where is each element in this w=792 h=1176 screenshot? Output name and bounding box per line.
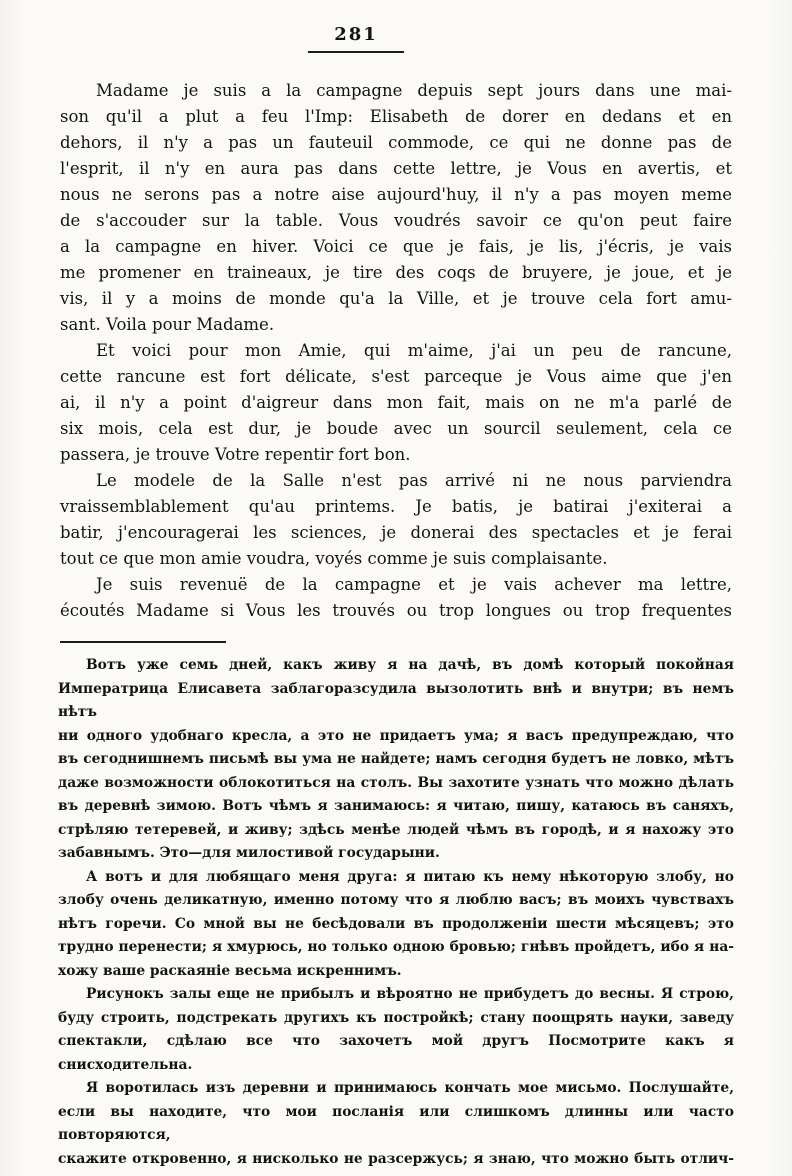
text-line: въ деревнѣ зимою. Вотъ чѣмъ я занимаюсь: я читаю, пишу, катаюсь въ саняхъ,	[58, 798, 734, 814]
text-line: Madame je suis a la campagne depuis sept jours dans une mai-	[96, 81, 732, 100]
footnote-translation-russian	[58, 654, 734, 1171]
paragraph	[58, 983, 734, 1077]
text-line: скажите откровенно, я нисколько не разсержусь; я знаю, что можно быть отлич-	[58, 1150, 734, 1167]
text-line: me promener en traineaux, je tire des coqs de bruyere, je joue, et je	[60, 263, 732, 282]
letter-text-french	[60, 78, 732, 624]
text-line: забавнымъ. Это—для милостивой государыни.	[58, 845, 440, 861]
text-line: Императрица Елисавета заблагоразсудила вызолотить внѣ и внутри; въ немъ нѣтъ	[58, 680, 734, 720]
text-line: sant. Voila pour Madame.	[60, 315, 275, 334]
text-line: nous ne serons pas a notre aise aujourd'huy, il n'y a pas moyen meme	[60, 185, 732, 204]
text-line: son qu'il a plut a feu l'Imp: Elisabeth de dorer en dedans et en	[60, 107, 732, 126]
text-line: dehors, il n'y a pas un fauteuil commode, ce qui ne donne pas de	[60, 133, 732, 152]
text-line: хожу ваше раскаяніе весьма искреннимъ.	[58, 962, 402, 979]
text-line: въ сегоднишнемъ письмѣ вы ума не найдете; намъ сегодня будетъ не ловко, мѣтъ	[58, 751, 734, 767]
page-number-rule	[308, 51, 404, 53]
text-line: если вы находите, что мои посланія или слишкомъ длинны или часто повторяются,	[58, 1103, 734, 1143]
text-line: batir, j'encouragerai les sciences, je donerai des spectacles et je ferai	[60, 523, 732, 542]
text-line: l'esprit, il n'y en aura pas dans cette lettre, je Vous en avertis, et	[60, 159, 732, 178]
text-line: даже возможности облокотиться на столъ. Вы захотите узнать что можно дѣлать	[58, 774, 734, 791]
text-line: стрѣляю тетеревей, и живу; здѣсь менѣе людей чѣмъ въ городѣ, и я нахожу это	[58, 821, 734, 838]
text-line: Рисунокъ залы еще не прибылъ и вѣроятно не прибудетъ до весны. Я строю,	[86, 986, 734, 1002]
paragraph	[58, 1077, 734, 1171]
paragraph	[58, 654, 734, 866]
text-line: a la campagne en hiver. Voici ce que je fais, je lis, j'écris, je vais	[60, 237, 732, 256]
text-line: ни одного удобнаго кресла, а это не придаетъ ума; я васъ предупреждаю, что	[58, 727, 734, 744]
text-line: de s'accouder sur la table. Vous voudrés savoir ce qu'on peut faire	[60, 211, 732, 230]
paragraph	[60, 338, 732, 468]
text-line: passera, je trouve Votre repentir fort bon.	[60, 445, 411, 464]
text-line: écoutés Madame si Vous les trouvés ou trop longues ou trop frequentes	[60, 601, 732, 620]
paragraph	[60, 468, 732, 572]
page-number: 281	[334, 24, 378, 45]
paragraph	[60, 78, 732, 338]
text-line: злобу очень деликатную, именно потому что я люблю васъ; въ моихъ чувствахъ	[58, 892, 734, 908]
text-line: vraissemblablement qu'au printems. Je batis, je batirai j'exiterai a	[60, 497, 732, 516]
text-line: Я воротилась изъ деревни и принимаюсь кончать мое мисьмо. Послушайте,	[86, 1080, 734, 1096]
footnote-separator-rule	[60, 641, 226, 643]
text-line: Je suis revenuë de la campagne et je vais achever ma lettre,	[96, 575, 732, 594]
paragraph	[58, 866, 734, 984]
text-line: Et voici pour mon Amie, qui m'aime, j'ai un peu de rancune,	[96, 341, 732, 360]
text-line: Вотъ уже семь дней, какъ живу я на дачѣ, въ домѣ который покойная	[86, 657, 734, 673]
text-line: Le modele de la Salle n'est pas arrivé ni ne nous parviendra	[96, 471, 732, 490]
text-line: six mois, cela est dur, je boude avec un sourcil seulement, cela ce	[60, 419, 732, 438]
text-line: cette rancune est fort délicate, s'est parceque je Vous aime que j'en	[60, 367, 732, 386]
text-line: А вотъ и для любящаго меня друга: я питаю къ нему нѣкоторую злобу, но	[86, 868, 734, 885]
text-line: ai, il n'y a point d'aigreur dans mon fait, mais on ne m'a parlé de	[60, 393, 732, 412]
text-line: спектакли, сдѣлаю все что захочетъ мой другъ Посмотрите какъ я снисходительна.	[58, 1033, 734, 1073]
text-line: трудно перенести; я хмурюсь, но только одною бровью; гнѣвъ пройдетъ, ибо я на-	[58, 939, 734, 955]
text-line: tout ce que mon amie voudra, voyés comme je suis complaisante.	[60, 549, 608, 568]
text-line: буду строить, подстрекать другихъ къ постройкѣ; стану поощрять науки, заведу	[58, 1009, 734, 1026]
paragraph	[60, 572, 732, 624]
text-line: vis, il y a moins de monde qu'a la Ville, et je trouve cela fort amu-	[60, 289, 732, 308]
text-line: нѣтъ горечи. Со мной вы не бесѣдовали въ продолженіи шести мѣсяцевъ; это	[58, 915, 734, 932]
page-header	[0, 0, 712, 53]
